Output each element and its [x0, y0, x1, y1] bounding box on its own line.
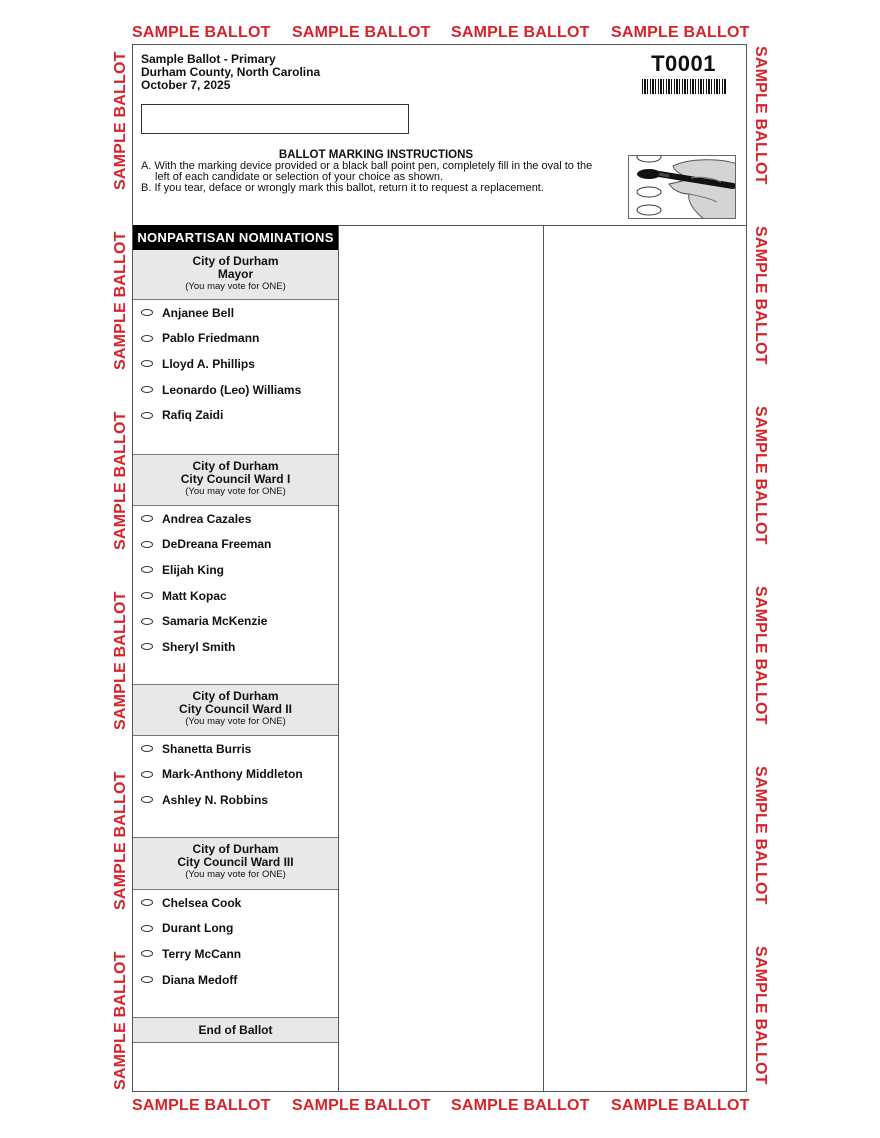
column-divider-2 — [543, 225, 544, 1091]
oval-icon[interactable] — [141, 566, 153, 573]
oval-icon[interactable] — [141, 386, 153, 393]
candidate-option[interactable] — [133, 377, 338, 403]
end-of-ballot: End of Ballot — [133, 1017, 338, 1043]
candidate-name: Elijah King — [162, 562, 225, 577]
ballot-column-1 — [133, 225, 338, 1043]
oval-icon[interactable] — [141, 796, 153, 803]
oval-icon[interactable] — [141, 541, 153, 548]
oval-icon[interactable] — [141, 618, 153, 625]
contest-options-ward-3 — [133, 890, 338, 1017]
candidate-name: Rafiq Zaidi — [162, 408, 224, 423]
contest-options-ward-2 — [133, 736, 338, 837]
precinct-box — [141, 104, 409, 134]
oval-icon[interactable] — [141, 360, 153, 367]
watermark-top-1: SAMPLE BALLOT — [132, 24, 271, 41]
watermark-left-5: SAMPLE BALLOT — [112, 771, 129, 910]
contest-office: City Council Ward III — [177, 855, 294, 869]
contest-vote-for: (You may vote for ONE) — [185, 869, 286, 880]
candidate-option[interactable] — [133, 634, 338, 660]
column-divider-1 — [338, 225, 339, 1091]
candidate-option[interactable] — [133, 532, 338, 558]
candidate-option[interactable] — [133, 351, 338, 377]
marking-illustration-icon — [628, 155, 736, 219]
oval-icon[interactable] — [141, 925, 153, 932]
contest-options-ward-1 — [133, 506, 338, 684]
barcode-icon — [642, 79, 726, 94]
ballot-id: T0001 — [651, 51, 716, 76]
contest-jurisdiction: City of Durham — [192, 459, 279, 473]
candidate-name: Anjanee Bell — [162, 305, 235, 320]
watermark-right-2: SAMPLE BALLOT — [752, 226, 769, 365]
candidate-option[interactable] — [133, 608, 338, 634]
contest-jurisdiction: City of Durham — [192, 689, 279, 703]
candidate-option[interactable] — [133, 583, 338, 609]
candidate-name: DeDreana Freeman — [162, 537, 272, 552]
contest-header-ward-3 — [133, 837, 338, 890]
watermark-top-3: SAMPLE BALLOT — [451, 24, 590, 41]
oval-icon[interactable] — [141, 412, 153, 419]
contest-office: City Council Ward II — [179, 702, 292, 716]
candidate-name: Chelsea Cook — [162, 895, 242, 910]
candidate-name: Shanetta Burris — [162, 741, 252, 756]
contest-header-ward-1 — [133, 454, 338, 506]
candidate-name: Andrea Cazales — [162, 511, 252, 526]
watermark-right-1: SAMPLE BALLOT — [752, 46, 769, 185]
candidate-name: Lloyd A. Phillips — [162, 356, 255, 371]
candidate-name: Matt Kopac — [162, 588, 227, 603]
contest-vote-for: (You may vote for ONE) — [185, 716, 286, 727]
watermark-bottom-1: SAMPLE BALLOT — [132, 1097, 271, 1114]
watermark-top-4: SAMPLE BALLOT — [611, 24, 750, 41]
oval-icon[interactable] — [141, 592, 153, 599]
ballot-county: Durham County, North Carolina — [141, 65, 321, 79]
candidate-name: Mark-Anthony Middleton — [162, 767, 303, 782]
watermark-left-1: SAMPLE BALLOT — [112, 51, 129, 190]
contest-header-mayor — [133, 250, 338, 300]
ballot-title: Sample Ballot - Primary — [141, 52, 276, 66]
oval-icon[interactable] — [141, 745, 153, 752]
candidate-option[interactable] — [133, 967, 338, 993]
ballot-sheet — [132, 44, 747, 1092]
oval-icon[interactable] — [141, 643, 153, 650]
contest-options-mayor — [133, 300, 338, 454]
watermark-top-2: SAMPLE BALLOT — [292, 24, 431, 41]
marking-instructions — [141, 150, 611, 194]
watermark-right-6: SAMPLE BALLOT — [752, 946, 769, 1085]
candidate-name: Sheryl Smith — [162, 639, 236, 654]
contest-header-ward-2 — [133, 684, 338, 736]
oval-icon[interactable] — [141, 335, 153, 342]
candidate-option[interactable] — [133, 326, 338, 352]
oval-icon[interactable] — [141, 950, 153, 957]
oval-icon[interactable] — [141, 309, 153, 316]
watermark-right-5: SAMPLE BALLOT — [752, 766, 769, 905]
contest-office: Mayor — [217, 267, 254, 281]
candidate-name: Ashley N. Robbins — [162, 792, 269, 807]
contest-jurisdiction: City of Durham — [192, 842, 279, 856]
candidate-name: Leonardo (Leo) Williams — [162, 382, 302, 397]
candidate-name: Diana Medoff — [162, 972, 238, 987]
ballot-date: October 7, 2025 — [141, 78, 231, 92]
candidate-option[interactable] — [133, 300, 338, 326]
watermark-bottom-4: SAMPLE BALLOT — [611, 1097, 750, 1114]
watermark-left-2: SAMPLE BALLOT — [112, 231, 129, 370]
watermark-right-4: SAMPLE BALLOT — [752, 586, 769, 725]
candidate-option[interactable] — [133, 402, 338, 428]
watermark-bottom-3: SAMPLE BALLOT — [451, 1097, 590, 1114]
oval-icon[interactable] — [141, 899, 153, 906]
oval-icon[interactable] — [141, 976, 153, 983]
candidate-option[interactable] — [133, 557, 338, 583]
instruction-a: A. With the marking device provided or a black ball point pen, completely fill in the oval to the — [141, 160, 593, 172]
ballot-header — [133, 45, 746, 226]
watermark-right-3: SAMPLE BALLOT — [752, 406, 769, 545]
contest-office: City Council Ward I — [180, 472, 291, 486]
watermark-left-3: SAMPLE BALLOT — [112, 411, 129, 550]
candidate-option[interactable] — [133, 506, 338, 532]
candidate-option[interactable] — [133, 941, 338, 967]
candidate-name: Pablo Friedmann — [162, 331, 260, 346]
watermark-left-4: SAMPLE BALLOT — [112, 591, 129, 730]
contest-vote-for: (You may vote for ONE) — [185, 486, 286, 497]
candidate-option[interactable] — [133, 916, 338, 942]
candidate-option[interactable] — [133, 736, 338, 762]
instruction-a-continued: left of each candidate or selection of your choice as shown. — [155, 171, 444, 183]
watermark-bottom-2: SAMPLE BALLOT — [292, 1097, 431, 1114]
oval-icon[interactable] — [141, 771, 153, 778]
candidate-option[interactable] — [133, 787, 338, 813]
watermark-left-6: SAMPLE BALLOT — [112, 951, 129, 1090]
contest-vote-for: (You may vote for ONE) — [185, 281, 286, 292]
instruction-b: B. If you tear, deface or wrongly mark this ballot, return it to request a replacement. — [141, 182, 544, 194]
contest-jurisdiction: City of Durham — [192, 254, 279, 268]
candidate-option[interactable] — [133, 890, 338, 916]
instructions-title: BALLOT MARKING INSTRUCTIONS — [278, 149, 474, 161]
oval-icon[interactable] — [141, 515, 153, 522]
candidate-option[interactable] — [133, 762, 338, 788]
candidate-name: Terry McCann — [162, 946, 242, 961]
section-header-nonpartisan: NONPARTISAN NOMINATIONS — [133, 225, 338, 250]
ballot-info — [141, 53, 320, 92]
candidate-name: Durant Long — [162, 921, 234, 936]
candidate-name: Samaria McKenzie — [162, 614, 268, 629]
